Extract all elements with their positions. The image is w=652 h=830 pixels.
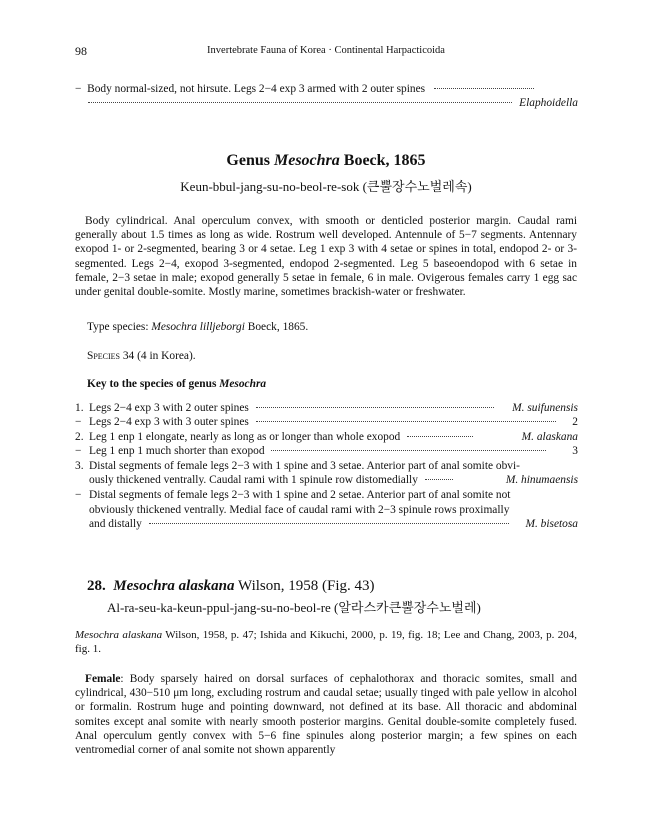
leader-dots bbox=[425, 479, 453, 480]
key-row: − Legs 2−4 exp 3 with 3 outer spines 2 bbox=[75, 416, 578, 428]
female-description: Female: Body sparsely haired on dorsal surfaces of cephalothorax and thoracic somites, small and cylindrical, 430−510 μm long, excluding rostrum and caudal setae; usually tinged with pale yellow in alcohol or formalin. Rostrum huge and pointing downward, not defined at its base. All thoracic and abdominal somites except anal somite with nearly smooth posterior margins. Genital double-somite completely fused. Anal operculum gently convex with 5−6 fine spinules along posterior margin; a few spines on each ventromedial corner of anal somite not shown apparently bbox=[75, 673, 577, 757]
leader-dots bbox=[88, 102, 512, 103]
genus-title: Genus Mesochra Boeck, 1865 bbox=[226, 152, 426, 169]
key-row: − Leg 1 enp 1 much shorter than exopod 3 bbox=[75, 445, 578, 457]
genus-description: Body cylindrical. Anal operculum convex, with smooth or denticled posterior margin. Caudal rami generally about 1.5 times as long as wide. Rostrum well developed. Antennule of 5−7 segments. Antennary exopod 1- or 2-segmented, bearing 3 or 4 setae. Leg 1 exp 3 with 4 setae or spines in total, endopod 2- or 3-segmented. Legs 2−4, exopod 3-segmented, endopod 2-segmented. Leg 5 baseoendopod with 6 setae in female, 2−3 setae in male; exopod generally 5 setae in female, 6 in male. Ovigerous females carry 1 egg sac under genital double-somite. Mostly marine, sometimes brackish-water or freshwater. bbox=[75, 215, 577, 299]
species-title: 28. Mesochra alaskana Wilson, 1958 (Fig. 43) bbox=[87, 578, 375, 594]
key-heading: Key to the species of genus Mesochra bbox=[87, 378, 267, 390]
key-text: Body normal-sized, not hirsute. Legs 2−4 exp 3 armed with 2 outer spines bbox=[87, 83, 426, 95]
key-row: 3. Distal segments of female legs 2−3 with 1 spine and 3 setae. Anterior part of anal somite obvi- bbox=[75, 460, 520, 472]
key-marker: − bbox=[75, 83, 82, 95]
leader-dots bbox=[256, 407, 494, 408]
running-title: Invertebrate Fauna of Korea · Continental Harpacticoida bbox=[207, 45, 445, 56]
species-synonymy: Mesochra alaskana Wilson, 1958, p. 47; Ishida and Kikuchi, 2000, p. 19, fig. 18; Lee and Chang, 2003, p. 204, fig. 1. bbox=[75, 629, 577, 655]
top-key-line bbox=[75, 82, 578, 97]
leader-dots bbox=[149, 523, 509, 524]
species-count: Species 34 (4 in Korea). bbox=[87, 350, 196, 362]
top-key-result-line bbox=[88, 96, 578, 111]
leader-dots bbox=[271, 450, 546, 451]
key-row-continuation: ously thickened ventrally. Caudal rami with 1 spinule row distomedially M. hinumaensis bbox=[89, 474, 578, 486]
key-result: Elaphoidella bbox=[519, 97, 578, 109]
leader-dots bbox=[407, 436, 473, 437]
species-korean-name: Al-ra-seu-ka-keun-ppul-jang-su-no-beol-re (알라스카큰뿔장수노벌레) bbox=[107, 600, 481, 615]
key-row-continuation: obviously thickened ventrally. Medial face of caudal rami with 2−3 spinule rows proximally bbox=[89, 504, 510, 516]
page-number: 98 bbox=[75, 44, 87, 58]
type-species: Type species: Mesochra lilljeborgi Boeck, 1865. bbox=[87, 321, 309, 333]
key-row: 2. Leg 1 enp 1 elongate, nearly as long as or longer than whole exopod M. alaskana bbox=[75, 431, 578, 443]
leader-dots bbox=[256, 421, 556, 422]
leader-dots bbox=[434, 88, 534, 89]
genus-korean-name: Keun-bbul-jang-su-no-beol-re-sok (큰뿔장수노벌레속) bbox=[180, 179, 472, 194]
key-row: − Distal segments of female legs 2−3 with 1 spine and 2 setae. Anterior part of anal somite not bbox=[75, 489, 511, 501]
key-row-continuation: and distally M. bisetosa bbox=[89, 518, 578, 530]
key-row: 1. Legs 2−4 exp 3 with 2 outer spines M. suifunensis bbox=[75, 402, 578, 414]
